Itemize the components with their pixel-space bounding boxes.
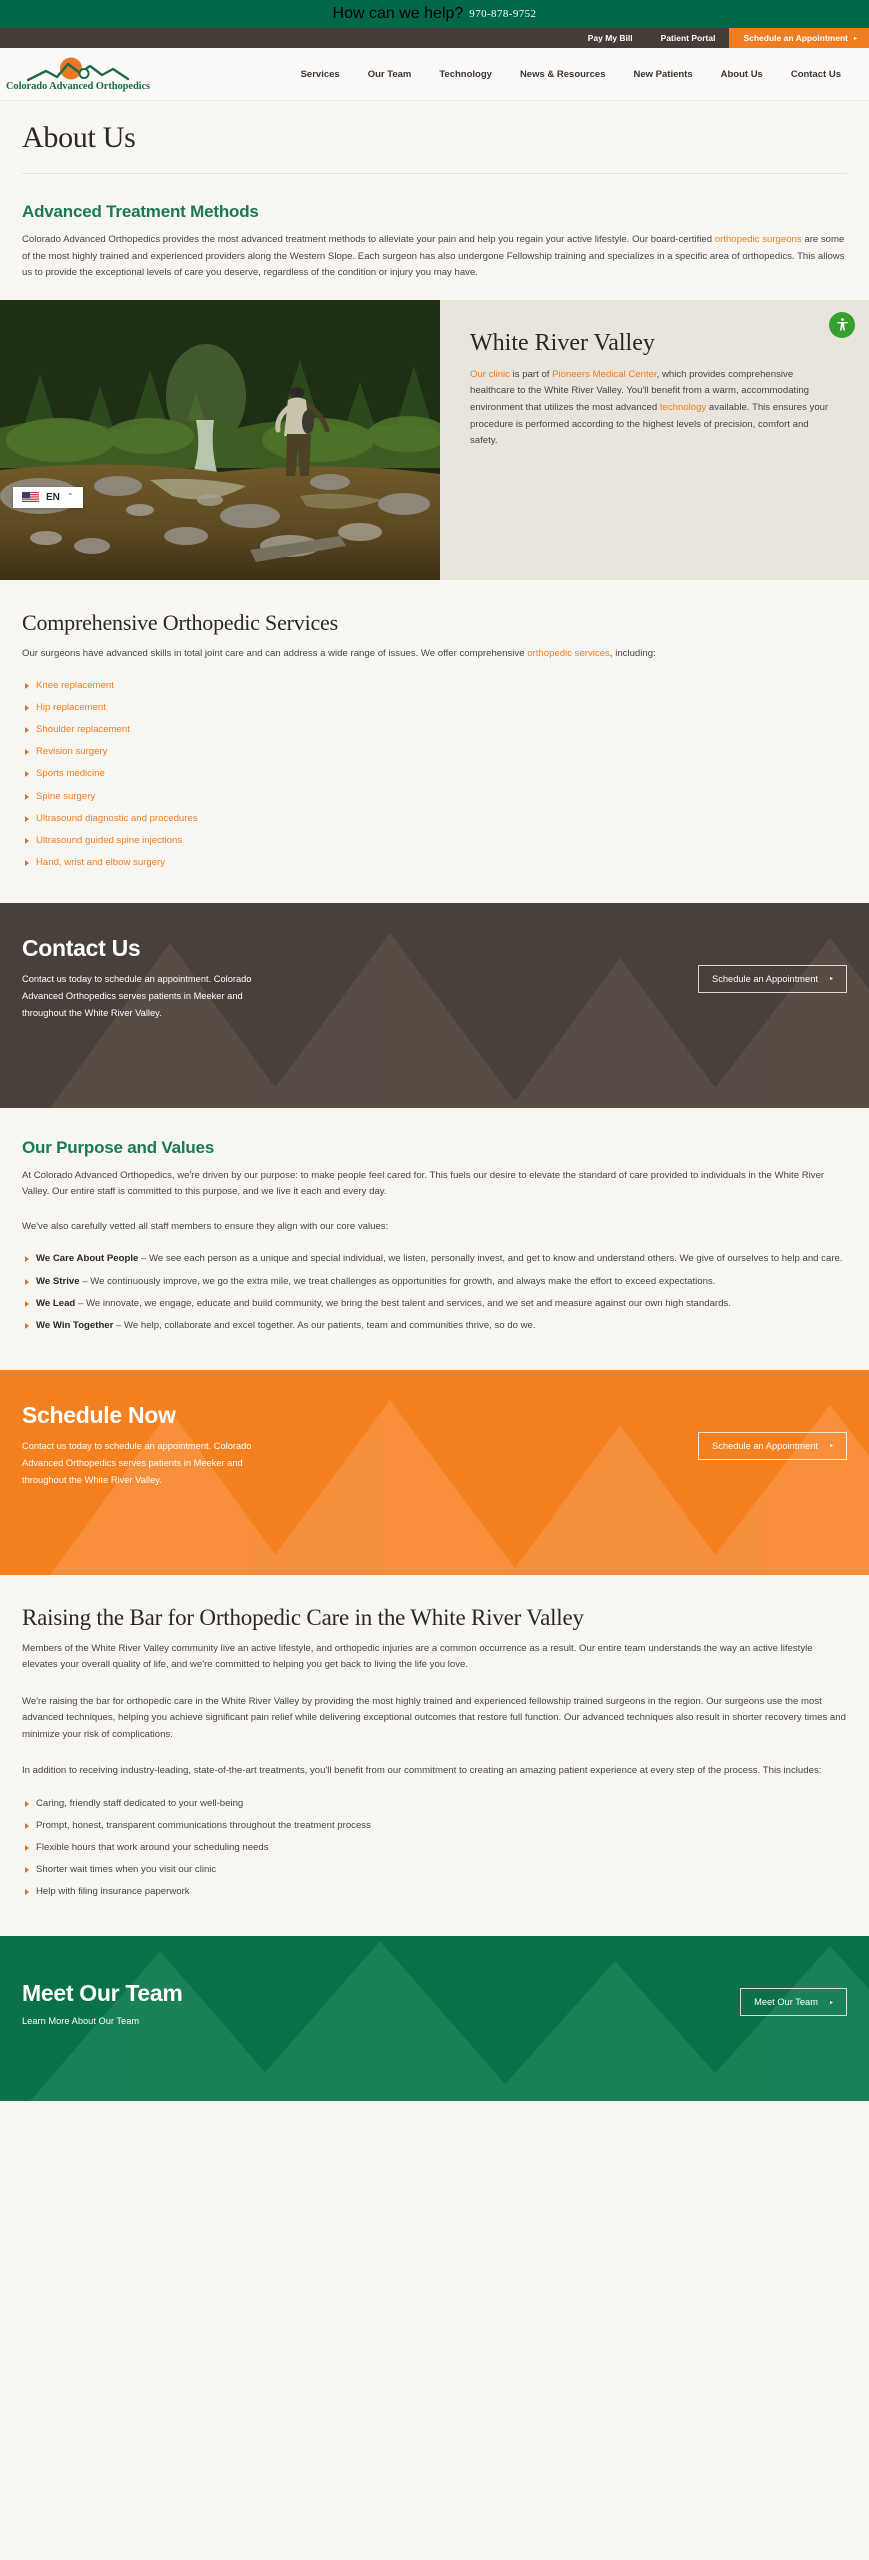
chevron-right-icon: ▸ <box>829 1443 833 1450</box>
schedule-band-body: Contact us today to schedule an appointment. Colorado Advanced Orthopedics serves patients in Meeker and throughout the White River Valley. <box>22 1440 252 1485</box>
nav-item-technology[interactable]: Technology <box>439 68 492 80</box>
chevron-right-icon: ▸ <box>829 976 833 983</box>
accessibility-widget-button[interactable] <box>829 312 855 338</box>
button-label: Meet Our Team <box>754 1997 818 2008</box>
list-item[interactable] <box>22 678 847 694</box>
meet-our-team-subtitle: Learn More About Our Team <box>22 2016 140 2027</box>
service-link-ultrasound-injections[interactable]: Ultrasound guided spine injections <box>36 834 183 846</box>
phone-number-link[interactable]: 970-878-9752 <box>469 8 537 20</box>
logo-wordmark: Colorado Advanced Orthopedics <box>5 81 151 92</box>
list-item[interactable] <box>22 744 847 760</box>
list-item <box>22 1296 847 1312</box>
list-item <box>22 1251 847 1267</box>
valley-t1: is part of <box>509 368 553 380</box>
raising-the-bar-section <box>0 1575 869 1937</box>
list-item[interactable] <box>22 855 847 871</box>
meet-our-team-heading: Meet Our Team <box>22 1980 183 2007</box>
list-item[interactable] <box>22 811 847 827</box>
meet-our-team-cta-band <box>0 1936 869 2101</box>
nav-item-contact-us[interactable]: Contact Us <box>790 68 841 80</box>
advanced-treatment-paragraph <box>22 232 847 282</box>
utility-bar <box>0 28 869 48</box>
help-label: How can we help? <box>332 5 464 22</box>
purpose-paragraph-1: At Colorado Advanced Orthopedics, we're driven by our purpose: to make people feel cared for. This fuels our desire to elevate the standard of care provided to individuals in the White River Valley. Our entire staff is committed to this purpose, and we live it each and every day. <box>22 1169 825 1198</box>
list-item[interactable] <box>22 833 847 849</box>
value-title-care: We Care About People <box>36 1253 139 1265</box>
contact-band-heading: Contact Us <box>22 934 141 961</box>
service-link-spine-surgery[interactable]: Spine surgery <box>36 790 96 802</box>
service-link-hand-wrist-elbow[interactable]: Hand, wrist and elbow surgery <box>36 856 166 868</box>
us-flag-icon <box>22 492 39 503</box>
white-river-valley-text-panel <box>440 300 869 580</box>
orthopedic-surgeons-link[interactable]: orthopedic surgeons <box>714 234 802 245</box>
contact-band-body: Contact us today to schedule an appointment. Colorado Advanced Orthopedics serves patients in Meeker and throughout the White River Valley. <box>22 973 252 1018</box>
list-item: Prompt, honest, transparent communications throughout the treatment process <box>22 1818 847 1834</box>
orthopedic-services-link[interactable]: orthopedic services <box>527 647 610 659</box>
list-item <box>22 1274 847 1290</box>
purpose-values-heading: Our Purpose and Values <box>22 1137 215 1157</box>
list-item: Caring, friendly staff dedicated to your well-being <box>22 1796 847 1812</box>
button-label: Schedule an Appointment <box>712 1440 818 1451</box>
advanced-treatment-heading: Advanced Treatment Methods <box>22 202 259 221</box>
raising-paragraph-1: Members of the White River Valley community live an active lifestyle, and orthopedic injuries are a common occurrence as a result. Our entire team understands the way an active lifestyle elevates your overall quality of life, and we're committed to helping you get back to living the life you love. <box>22 1642 813 1671</box>
main-navigation <box>287 69 855 80</box>
comprehensive-services-section <box>0 580 869 903</box>
service-link-revision[interactable]: Revision surgery <box>36 746 108 758</box>
patient-experience-list <box>22 1796 847 1901</box>
accessibility-person-icon <box>835 317 850 332</box>
nav-item-new-patients[interactable]: New Patients <box>633 68 693 80</box>
chevron-right-icon: ▸ <box>853 35 857 42</box>
raising-the-bar-heading: Raising the Bar for Orthopedic Care in the White River Valley <box>22 1604 584 1630</box>
purpose-values-section <box>0 1108 869 1370</box>
value-text-lead: – We innovate, we engage, educate and build community, we bring the best talent and services, and we set and measure against our own high standards. <box>75 1297 731 1309</box>
list-item[interactable] <box>22 789 847 805</box>
value-text-strive: – We continuously improve, we go the extra mile, we treat challenges as opportunities for growth, and always make the effort to exceed expectations. <box>79 1275 716 1287</box>
white-river-valley-heading: White River Valley <box>470 329 655 356</box>
top-help-bar <box>0 0 869 28</box>
pioneers-medical-center-link[interactable]: Pioneers Medical Center <box>552 368 657 380</box>
core-values-list <box>22 1251 847 1333</box>
list-item <box>22 1318 847 1334</box>
list-item: Flexible hours that work around your scheduling needs <box>22 1840 847 1856</box>
white-river-valley-section <box>0 300 869 580</box>
site-header <box>0 48 869 101</box>
value-title-strive: We Strive <box>36 1275 80 1287</box>
valley-t3: available. This ensures your procedure is performed according to the highest levels of precision, comfort and safety. <box>470 401 829 447</box>
valley-t2: , which provides comprehensive healthcare to the White River Valley. You'll benefit from a warm, accommodating environment that utilizes the most advanced <box>470 368 810 413</box>
nav-item-services[interactable]: Services <box>300 68 340 80</box>
chevron-up-icon: ⌃ <box>66 492 74 501</box>
schedule-band-text <box>22 1402 272 1489</box>
photo-illustration <box>0 300 440 580</box>
list-item[interactable] <box>22 722 847 738</box>
chevron-right-icon: ▸ <box>829 1999 833 2006</box>
our-clinic-link[interactable]: Our clinic <box>470 368 510 380</box>
patient-portal-link[interactable]: Patient Portal <box>660 33 716 43</box>
mountain-sun-logo-icon <box>24 56 132 82</box>
schedule-band-heading: Schedule Now <box>22 1401 176 1428</box>
stream-fisherman-photo <box>0 300 440 580</box>
svc-intro-a: Our surgeons have advanced skills in total joint care and can address a wide range of issues. We offer comprehensive <box>22 647 528 659</box>
page-header <box>0 101 869 155</box>
service-link-ultrasound-diagnostic[interactable]: Ultrasound diagnostic and procedures <box>36 812 198 824</box>
nav-item-our-team[interactable]: Our Team <box>367 68 412 80</box>
schedule-appointment-label: Schedule an Appointment <box>743 33 848 43</box>
purpose-paragraph-2: We've also carefully vetted all staff members to ensure they align with our core values: <box>22 1220 389 1232</box>
technology-link[interactable]: technology <box>659 401 707 413</box>
site-logo[interactable] <box>5 56 151 92</box>
raising-paragraph-3: In addition to receiving industry-leading, state-of-the-art treatments, you'll benefit from our commitment to creating an amazing patient experience at every step of the process. This includes: <box>22 1765 822 1777</box>
value-title-lead: We Lead <box>36 1297 76 1309</box>
nav-item-news-resources[interactable]: News & Resources <box>519 68 606 80</box>
list-item[interactable] <box>22 766 847 782</box>
service-link-hip[interactable]: Hip replacement <box>36 702 106 714</box>
language-selector[interactable] <box>13 487 83 508</box>
service-link-sports-medicine[interactable]: Sports medicine <box>36 768 105 780</box>
adv-text-b: are some of the most highly trained and experienced providers along the Western Slope. Each surgeon has also undergone Fellowship training and specializes in a specific area of orthopedics. This allows us to provide the exceptional levels of care you deserve, regardless of the condition or injury you may have. <box>22 234 845 278</box>
list-item[interactable] <box>22 700 847 716</box>
advanced-treatment-section <box>0 174 869 282</box>
comprehensive-services-heading: Comprehensive Orthopedic Services <box>22 609 338 635</box>
pay-my-bill-link[interactable]: Pay My Bill <box>587 33 633 43</box>
team-band-text <box>22 1980 183 2026</box>
value-text-care: – We see each person as a unique and special individual, we listen, personally invest, and get to know and understand others. We give of ourselves to help and care. <box>138 1253 843 1265</box>
adv-text-a: Colorado Advanced Orthopedics provides the most advanced treatment methods to alleviate your pain and help you regain your active lifestyle. Our board-certified <box>22 234 715 245</box>
value-title-win: We Win Together <box>36 1319 114 1331</box>
svc-intro-b: , including: <box>609 647 656 659</box>
page-title: About Us <box>22 121 136 154</box>
schedule-appointment-button-header[interactable] <box>729 28 869 48</box>
schedule-appointment-button-schedule[interactable] <box>698 1432 847 1460</box>
raising-paragraph-2: We're raising the bar for orthopedic care in the White River Valley by providing the most highly trained and experienced fellowship trained surgeons in the region. Our surgeons use the most advanced techniques, helping you achieve significant pain relief while delivering exceptional outcomes that restore full function. Our advanced techniques also result in shorter recovery times and minimize your risk of complications. <box>22 1695 846 1740</box>
white-river-valley-paragraph <box>470 367 835 450</box>
schedule-now-cta-band <box>0 1370 869 1575</box>
language-code: EN <box>46 491 60 503</box>
nav-item-about-us[interactable]: About Us <box>720 68 763 80</box>
service-link-shoulder[interactable]: Shoulder replacement <box>36 724 130 736</box>
contact-us-cta-band <box>0 903 869 1108</box>
meet-our-team-button[interactable] <box>740 1988 847 2016</box>
contact-band-text <box>22 935 272 1022</box>
schedule-appointment-button-contact[interactable] <box>698 965 847 993</box>
services-list <box>22 678 847 871</box>
value-text-win: – We help, collaborate and excel together. As our patients, team and communities thrive, so do we. <box>113 1319 536 1331</box>
service-link-knee[interactable]: Knee replacement <box>36 680 114 691</box>
list-item: Help with filing insurance paperwork <box>22 1884 847 1900</box>
comprehensive-services-intro <box>22 646 847 663</box>
list-item: Shorter wait times when you visit our clinic <box>22 1862 847 1878</box>
button-label: Schedule an Appointment <box>712 973 818 984</box>
